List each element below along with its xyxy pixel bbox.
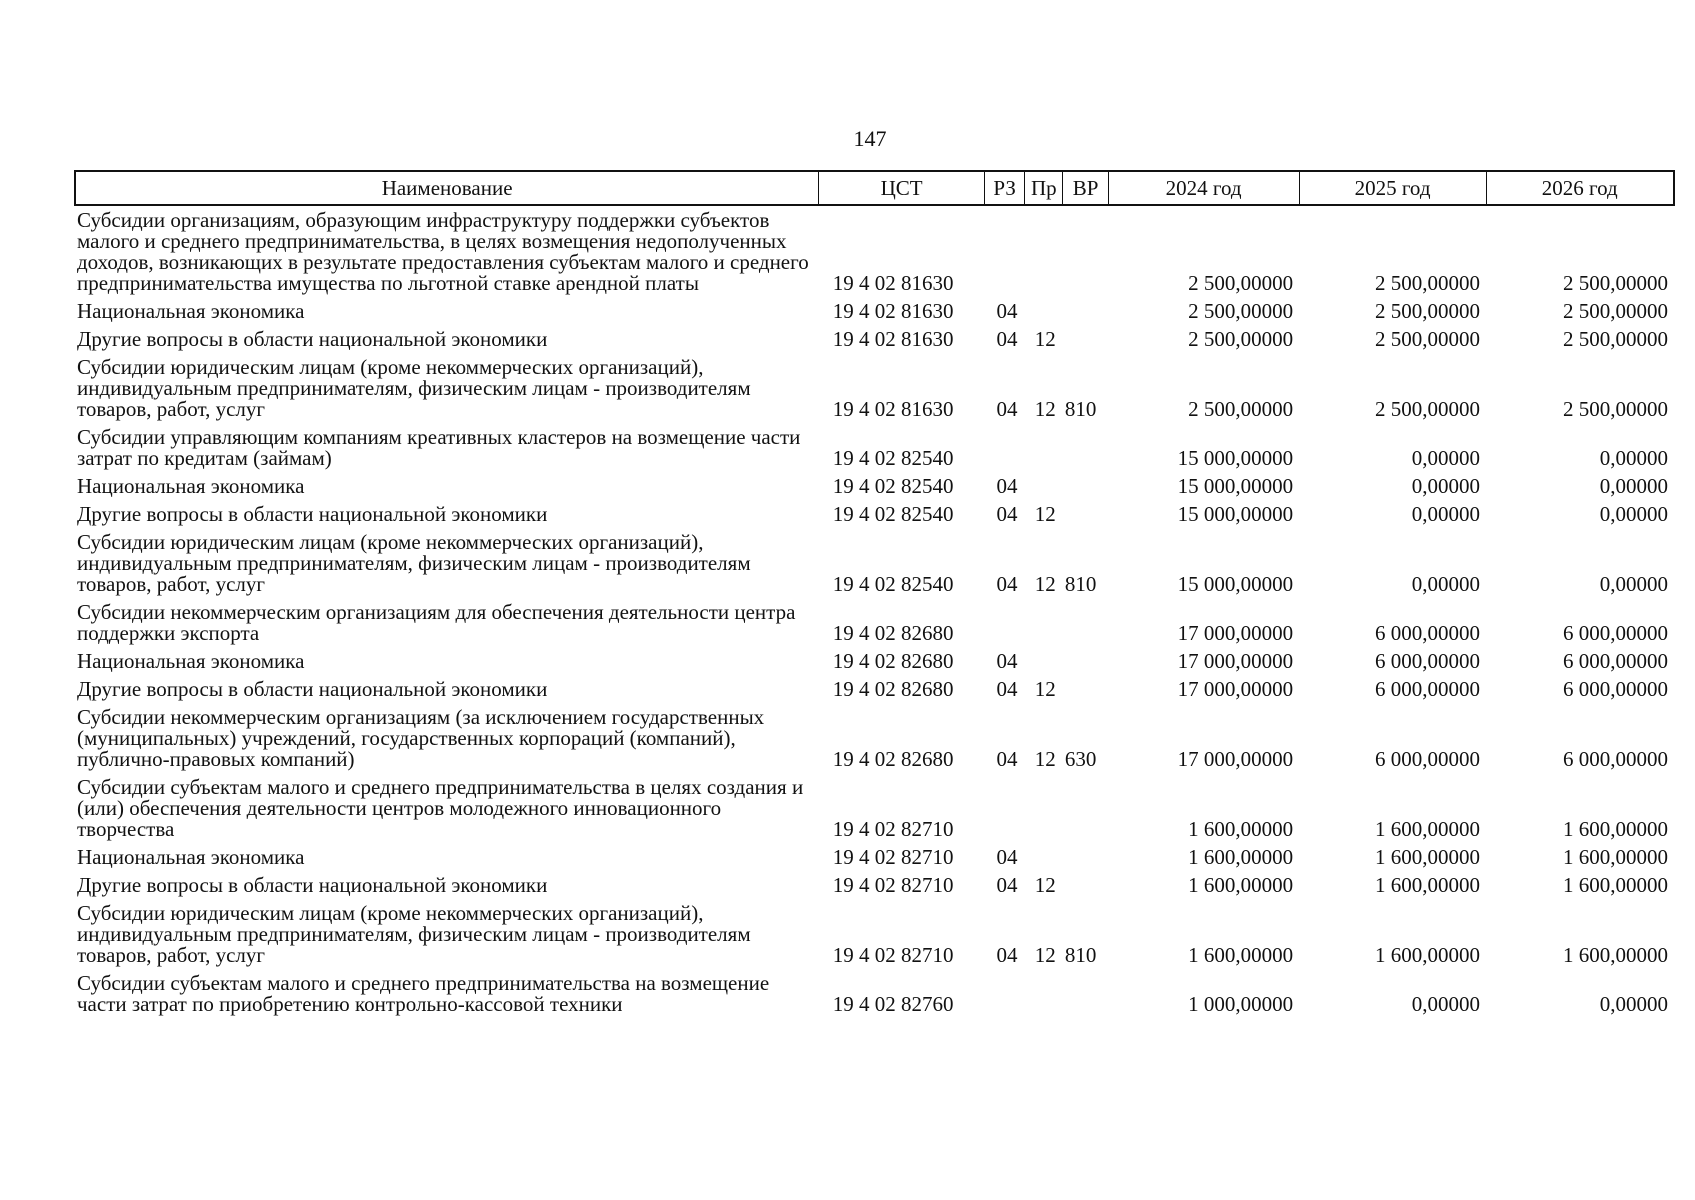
row-cst: 19 4 02 82680 (832, 649, 954, 673)
row-vr (1063, 773, 1108, 843)
row-vr: 810 (1064, 572, 1097, 596)
row-amount-2024: 1 000,00000 (1188, 992, 1294, 1016)
row-pr: 12 (1034, 397, 1056, 421)
table-row (75, 528, 1674, 598)
row-pr (1025, 423, 1063, 472)
row-vr (1063, 647, 1108, 675)
table-row (75, 703, 1674, 773)
row-pr: 12 (1034, 572, 1056, 596)
table-row (75, 871, 1674, 899)
row-amount-2025: 6 000,00000 (1375, 621, 1481, 645)
row-amount-2025: 6 000,00000 (1375, 677, 1481, 701)
row-rz: 04 (996, 873, 1018, 897)
row-amount-2026: 2 500,00000 (1563, 271, 1668, 295)
row-vr (1063, 675, 1108, 703)
table-row (75, 969, 1674, 1018)
row-rz (985, 969, 1025, 1018)
row-pr: 12 (1034, 873, 1056, 897)
row-rz (985, 423, 1025, 472)
table-header-row (75, 171, 1674, 205)
table-row (75, 205, 1674, 297)
row-amount-2026: 1 600,00000 (1563, 845, 1668, 869)
row-amount-2025: 1 600,00000 (1375, 873, 1481, 897)
row-pr (1025, 472, 1063, 500)
row-rz: 04 (996, 327, 1018, 351)
row-amount-2024: 15 000,00000 (1177, 446, 1294, 470)
row-rz: 04 (996, 502, 1018, 526)
header-cst: ЦСТ (819, 171, 985, 205)
row-cst: 19 4 02 82540 (832, 474, 954, 498)
row-amount-2026: 6 000,00000 (1563, 747, 1668, 771)
row-amount-2026: 6 000,00000 (1563, 621, 1668, 645)
row-rz: 04 (996, 677, 1018, 701)
row-amount-2024: 1 600,00000 (1188, 943, 1294, 967)
table-row (75, 675, 1674, 703)
table-body (75, 205, 1674, 1018)
row-cst: 19 4 02 82710 (832, 943, 954, 967)
row-rz: 04 (996, 474, 1018, 498)
row-rz (985, 773, 1025, 843)
row-name: Субсидии организациям, образующим инфраструктуру поддержки субъектов малого и среднего предпринимательства, в целях возмещения недополученных доходов, возникающих в результате предоставления субъектам малого и среднего предпринимательства имущества по льготной ставке арендной платы (77, 208, 809, 295)
row-amount-2024: 17 000,00000 (1177, 621, 1294, 645)
row-amount-2024: 15 000,00000 (1177, 502, 1294, 526)
row-rz: 04 (996, 299, 1018, 323)
row-amount-2025: 0,00000 (1411, 572, 1481, 596)
budget-table (74, 170, 1675, 1018)
row-name: Национальная экономика (77, 845, 305, 869)
row-cst: 19 4 02 81630 (832, 271, 954, 295)
row-vr (1063, 423, 1108, 472)
header-rz: РЗ (985, 171, 1025, 205)
row-amount-2025: 2 500,00000 (1375, 299, 1481, 323)
header-vr: ВР (1063, 171, 1108, 205)
row-amount-2025: 0,00000 (1411, 474, 1481, 498)
row-cst: 19 4 02 82680 (832, 621, 954, 645)
table-row (75, 297, 1674, 325)
row-rz: 04 (996, 397, 1018, 421)
row-amount-2024: 15 000,00000 (1177, 474, 1294, 498)
row-name: Национальная экономика (77, 649, 305, 673)
row-amount-2024: 1 600,00000 (1188, 845, 1294, 869)
row-amount-2026: 2 500,00000 (1563, 299, 1668, 323)
row-pr (1025, 205, 1063, 297)
row-cst: 19 4 02 82710 (832, 873, 954, 897)
row-amount-2024: 2 500,00000 (1188, 299, 1294, 323)
header-2025: 2025 год (1299, 171, 1486, 205)
row-amount-2025: 6 000,00000 (1375, 649, 1481, 673)
row-pr: 12 (1034, 327, 1056, 351)
row-cst: 19 4 02 82760 (832, 992, 954, 1016)
row-amount-2026: 2 500,00000 (1563, 327, 1668, 351)
row-vr: 630 (1064, 747, 1097, 771)
row-vr (1063, 871, 1108, 899)
row-pr (1025, 969, 1063, 1018)
row-amount-2025: 0,00000 (1411, 992, 1481, 1016)
table-row (75, 423, 1674, 472)
row-cst: 19 4 02 82710 (832, 845, 954, 869)
row-name: Субсидии субъектам малого и среднего предпринимательства на возмещение части затрат по приобретению контрольно-кассовой техники (77, 971, 770, 1016)
row-vr (1063, 297, 1108, 325)
row-rz (985, 205, 1025, 297)
row-pr (1025, 297, 1063, 325)
row-amount-2026: 0,00000 (1599, 992, 1668, 1016)
row-cst: 19 4 02 82680 (832, 747, 954, 771)
row-amount-2024: 17 000,00000 (1177, 677, 1294, 701)
page-number: 147 (853, 126, 887, 151)
row-vr (1063, 598, 1108, 647)
row-amount-2024: 1 600,00000 (1188, 873, 1294, 897)
row-cst: 19 4 02 82540 (832, 572, 954, 596)
row-amount-2025: 2 500,00000 (1375, 271, 1481, 295)
row-name: Субсидии субъектам малого и среднего предпринимательства в целях создания и (или) обеспечения деятельности центров молодежного инновационного творчества (77, 775, 804, 841)
row-vr (1063, 500, 1108, 528)
row-amount-2024: 15 000,00000 (1177, 572, 1294, 596)
row-amount-2024: 2 500,00000 (1188, 397, 1294, 421)
row-vr (1063, 843, 1108, 871)
header-name: Наименование (75, 171, 819, 205)
row-cst: 19 4 02 82710 (832, 817, 954, 841)
row-name: Субсидии юридическим лицам (кроме некоммерческих организаций), индивидуальным предпринимателям, физическим лицам - производителям товаров, работ, услуг (77, 901, 751, 967)
row-name: Другие вопросы в области национальной экономики (77, 873, 548, 897)
row-amount-2025: 1 600,00000 (1375, 817, 1481, 841)
row-cst: 19 4 02 82680 (832, 677, 954, 701)
row-cst: 19 4 02 81630 (832, 397, 954, 421)
row-name: Субсидии управляющим компаниям креативных кластеров на возмещение части затрат по кредитам (займам) (77, 425, 801, 470)
row-amount-2025: 2 500,00000 (1375, 327, 1481, 351)
row-rz: 04 (996, 572, 1018, 596)
header-2026: 2026 год (1486, 171, 1674, 205)
table-row (75, 598, 1674, 647)
row-amount-2025: 0,00000 (1411, 502, 1481, 526)
row-amount-2026: 6 000,00000 (1563, 649, 1668, 673)
row-amount-2024: 1 600,00000 (1188, 817, 1294, 841)
row-pr: 12 (1034, 943, 1056, 967)
row-name: Другие вопросы в области национальной экономики (77, 502, 548, 526)
row-name: Другие вопросы в области национальной экономики (77, 327, 548, 351)
row-vr (1063, 205, 1108, 297)
row-name: Национальная экономика (77, 299, 305, 323)
row-amount-2026: 0,00000 (1599, 502, 1668, 526)
row-amount-2026: 1 600,00000 (1563, 943, 1668, 967)
row-amount-2025: 1 600,00000 (1375, 943, 1481, 967)
row-amount-2026: 0,00000 (1599, 446, 1668, 470)
row-amount-2025: 0,00000 (1411, 446, 1481, 470)
table-row (75, 647, 1674, 675)
table-row (75, 325, 1674, 353)
row-amount-2025: 1 600,00000 (1375, 845, 1481, 869)
row-cst: 19 4 02 81630 (832, 327, 954, 351)
table-row (75, 472, 1674, 500)
row-amount-2024: 17 000,00000 (1177, 747, 1294, 771)
header-2024: 2024 год (1108, 171, 1299, 205)
row-amount-2026: 6 000,00000 (1563, 677, 1668, 701)
row-rz: 04 (996, 649, 1018, 673)
row-amount-2026: 0,00000 (1599, 572, 1668, 596)
row-pr: 12 (1034, 747, 1056, 771)
row-cst: 19 4 02 82540 (832, 502, 954, 526)
row-amount-2026: 2 500,00000 (1563, 397, 1668, 421)
row-amount-2024: 2 500,00000 (1188, 327, 1294, 351)
row-vr: 810 (1064, 943, 1097, 967)
row-amount-2025: 6 000,00000 (1375, 747, 1481, 771)
row-rz: 04 (996, 845, 1018, 869)
row-amount-2026: 1 600,00000 (1563, 817, 1668, 841)
row-name: Другие вопросы в области национальной экономики (77, 677, 548, 701)
row-cst: 19 4 02 82540 (832, 446, 954, 470)
row-rz: 04 (996, 943, 1018, 967)
row-name: Субсидии некоммерческим организациям для обеспечения деятельности центра поддержки экспорта (77, 600, 796, 645)
row-pr (1025, 598, 1063, 647)
table-row (75, 353, 1674, 423)
row-rz: 04 (996, 747, 1018, 771)
row-name: Национальная экономика (77, 474, 305, 498)
row-vr (1063, 472, 1108, 500)
table-row (75, 500, 1674, 528)
row-amount-2026: 0,00000 (1599, 474, 1668, 498)
row-name: Субсидии юридическим лицам (кроме некоммерческих организаций), индивидуальным предпринимателям, физическим лицам - производителям товаров, работ, услуг (77, 530, 751, 596)
table-row (75, 843, 1674, 871)
row-vr (1063, 969, 1108, 1018)
row-amount-2026: 1 600,00000 (1563, 873, 1668, 897)
row-vr: 810 (1064, 397, 1097, 421)
row-rz (985, 598, 1025, 647)
row-amount-2025: 2 500,00000 (1375, 397, 1481, 421)
row-name: Субсидии юридическим лицам (кроме некоммерческих организаций), индивидуальным предпринимателям, физическим лицам - производителям товаров, работ, услуг (77, 355, 751, 421)
row-vr (1063, 325, 1108, 353)
table-row (75, 899, 1674, 969)
row-name: Субсидии некоммерческим организациям (за исключением государственных (муниципальных) учреждений, государственных корпораций (компаний), публично-правовых компаний) (77, 705, 765, 771)
row-pr (1025, 647, 1063, 675)
row-amount-2024: 2 500,00000 (1188, 271, 1294, 295)
row-pr: 12 (1034, 502, 1056, 526)
row-pr (1025, 843, 1063, 871)
table-row (75, 773, 1674, 843)
row-amount-2024: 17 000,00000 (1177, 649, 1294, 673)
row-cst: 19 4 02 81630 (832, 299, 954, 323)
row-pr: 12 (1034, 677, 1056, 701)
header-pr: Пр (1025, 171, 1063, 205)
row-pr (1025, 773, 1063, 843)
